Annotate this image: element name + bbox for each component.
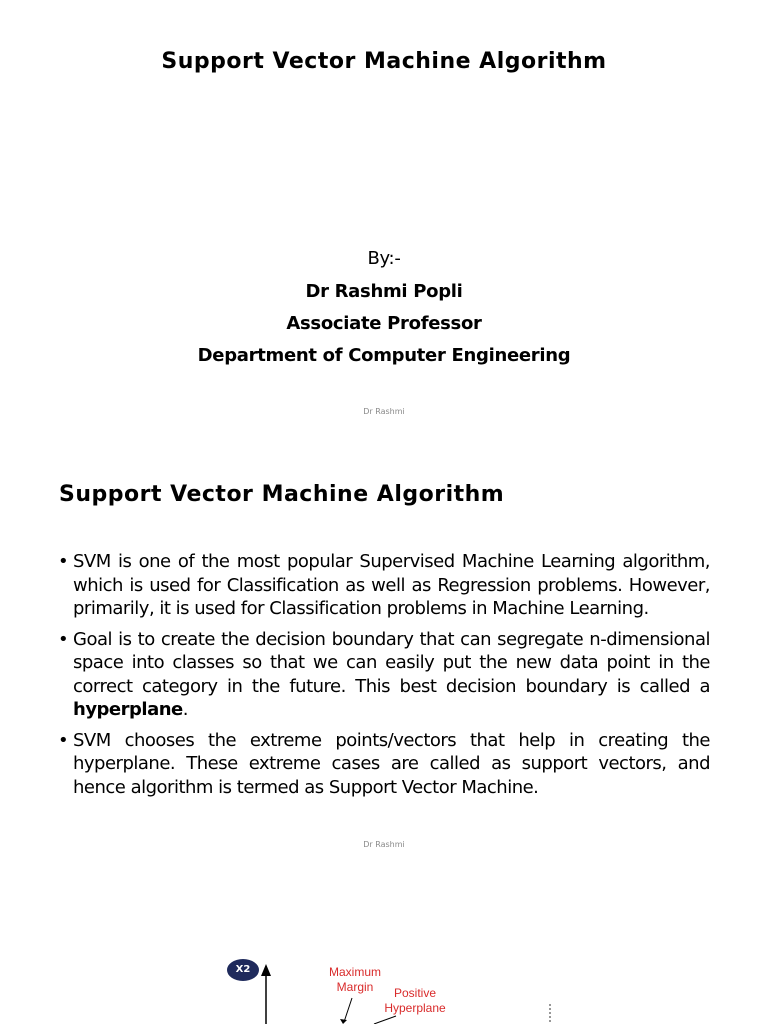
margin-arrow-icon (340, 1019, 347, 1024)
hyperplane-label-line1: Positive (393, 986, 437, 1000)
margin-pointer (344, 998, 352, 1022)
bullet-icon: • (58, 729, 69, 751)
bullet-text: SVM chooses the extreme points/vectors that help in creating the hyperplane. These extreme cases are called as support vectors, and hence algorithm is termed as Support Vector Machine. (73, 729, 710, 798)
bullet-icon: • (58, 551, 69, 572)
slide-title: Support Vector Machine Algorithm (59, 482, 505, 507)
positive-hyperplane-label (380, 986, 450, 1016)
x2-axis-badge: X2 (227, 959, 259, 981)
y-axis-arrow-icon (261, 964, 271, 976)
slide-footer: Dr Rashmi (363, 407, 405, 416)
content-slide (0, 432, 768, 864)
margin-label-line2: Margin (336, 980, 374, 994)
byline-label: By:- (367, 248, 401, 269)
bullet-bold-term: hyperplane (73, 699, 183, 720)
hyperplane-pointer (374, 1016, 396, 1024)
bullet-item (58, 729, 710, 800)
margin-label-line1: Maximum (328, 965, 381, 979)
slide-footer: Dr Rashmi (363, 840, 405, 849)
bullet-text-end: . (182, 699, 188, 720)
author-department: Department of Computer Engineering (197, 345, 571, 366)
slide-title: Support Vector Machine Algorithm (161, 49, 607, 74)
bullet-list (58, 550, 710, 806)
title-slide (0, 0, 768, 432)
bullet-text: Goal is to create the decision boundary that can segregate n-dimensional space into classes so that we can easily put the new data point in the correct category in the future. This best decision boundary is called a (73, 628, 710, 697)
maximum-margin-label (322, 965, 388, 995)
bullet-icon: • (58, 628, 69, 650)
bullet-text: SVM is one of the most popular Supervised Machine Learning algorithm, which is used for Classification as well as Regression problems. However, primarily, it is used for Classification problems in Machine Learning. (73, 551, 710, 619)
author-name: Dr Rashmi Popli (305, 281, 463, 302)
bullet-item (58, 628, 710, 722)
author-position: Associate Professor (286, 313, 482, 334)
diagram-slide (0, 864, 768, 1024)
bullet-item (58, 550, 710, 621)
hyperplane-label-line2: Hyperplane (384, 1001, 446, 1015)
